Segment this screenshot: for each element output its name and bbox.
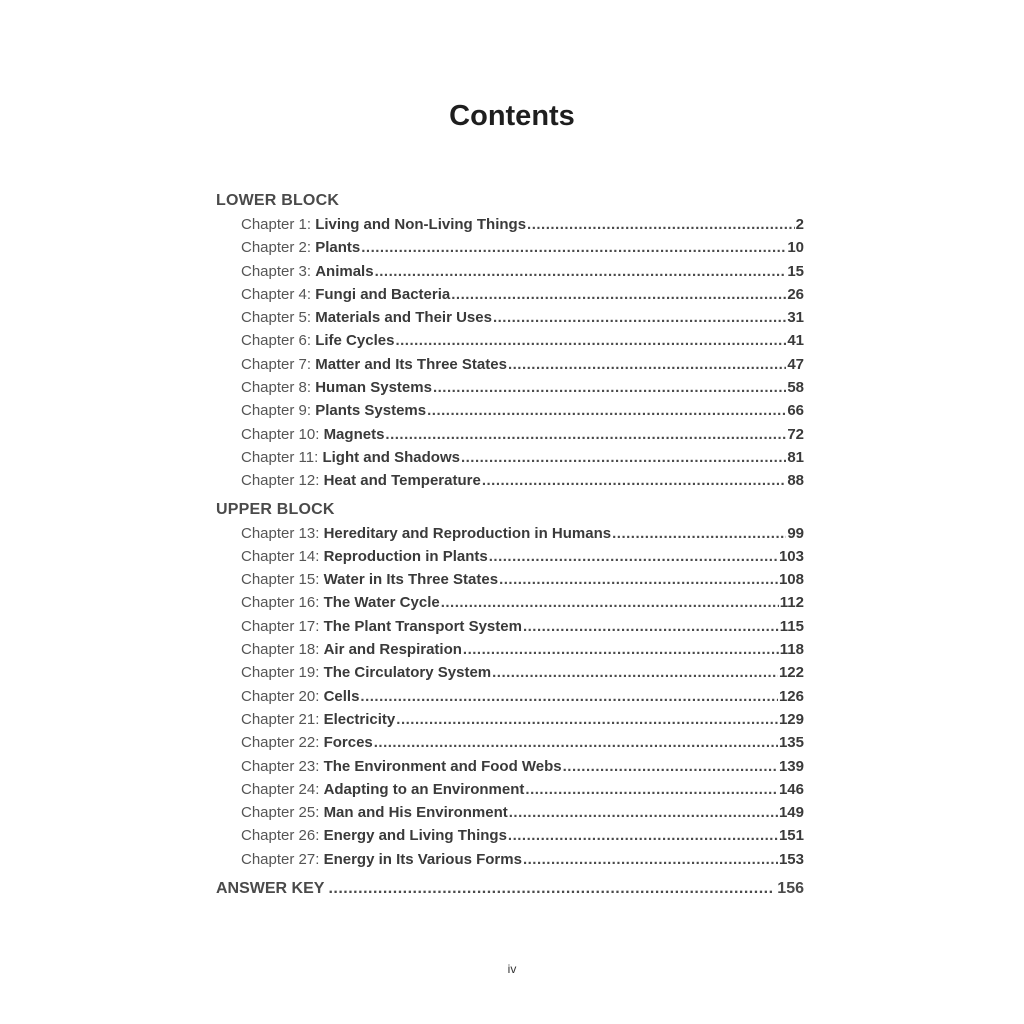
chapter-number: Chapter 5: — [241, 309, 312, 327]
toc-entry[interactable] — [216, 446, 804, 469]
toc-entry[interactable] — [216, 568, 804, 591]
chapter-title: The Circulatory System — [323, 664, 492, 682]
chapter-page-number: 112 — [779, 594, 804, 612]
chapter-page-number: 135 — [778, 734, 804, 752]
dot-leader — [361, 236, 786, 259]
chapter-page-number: 118 — [779, 641, 804, 659]
chapter-number: Chapter 10: — [241, 425, 320, 443]
toc-entry[interactable] — [216, 755, 804, 778]
chapter-number: Chapter 6: — [241, 332, 312, 350]
chapter-title: Adapting to an Environment — [323, 780, 525, 798]
chapter-number: Chapter 12: — [241, 472, 320, 490]
toc-entry[interactable] — [216, 236, 804, 259]
chapter-title: Magnets — [323, 425, 385, 443]
chapter-title: Man and His Environment — [323, 804, 508, 822]
dot-leader — [451, 283, 786, 306]
chapter-title: The Water Cycle — [323, 594, 440, 612]
chapter-page-number: 153 — [778, 850, 804, 868]
chapter-title: Light and Shadows — [322, 448, 460, 466]
chapter-title: Plants — [315, 239, 361, 257]
answer-key-entry[interactable] — [216, 876, 804, 901]
dot-leader — [525, 778, 778, 801]
toc-entry[interactable] — [216, 638, 804, 661]
chapter-number: Chapter 3: — [241, 262, 312, 280]
chapter-title: Heat and Temperature — [323, 472, 481, 490]
chapter-page-number: 108 — [778, 571, 804, 589]
chapter-number: Chapter 16: — [241, 594, 320, 612]
chapter-title: Life Cycles — [315, 332, 395, 350]
dot-leader — [523, 848, 778, 871]
dot-leader — [612, 522, 786, 545]
chapter-page-number: 26 — [787, 285, 804, 303]
chapter-number: Chapter 11: — [241, 448, 319, 466]
chapter-title: Materials and Their Uses — [315, 309, 492, 327]
dot-leader — [482, 469, 786, 492]
dot-leader — [463, 638, 779, 661]
lower-block-heading: LOWER BLOCK — [216, 192, 340, 209]
dot-leader — [395, 329, 786, 352]
chapter-number: Chapter 23: — [241, 757, 320, 775]
dot-leader — [508, 824, 778, 847]
chapter-title: Cells — [323, 687, 360, 705]
toc-entry[interactable] — [216, 283, 804, 306]
toc-entry[interactable] — [216, 731, 804, 754]
chapter-title: The Plant Transport System — [323, 617, 522, 635]
chapter-title: Energy and Living Things — [323, 827, 507, 845]
toc-entry[interactable] — [216, 213, 804, 236]
chapter-number: Chapter 24: — [241, 780, 320, 798]
chapter-page-number: 58 — [787, 379, 804, 397]
page-title: Contents — [449, 100, 575, 132]
dot-leader — [375, 260, 787, 283]
toc-entry[interactable] — [216, 260, 804, 283]
chapter-title: Reproduction in Plants — [323, 547, 488, 565]
chapter-page-number: 129 — [778, 710, 804, 728]
chapter-title: Plants Systems — [315, 402, 427, 420]
chapter-number: Chapter 7: — [241, 355, 312, 373]
chapter-title: The Environment and Food Webs — [323, 757, 562, 775]
dot-leader — [527, 213, 795, 236]
chapter-number: Chapter 21: — [241, 710, 320, 728]
chapter-page-number: 99 — [787, 524, 804, 542]
toc-entry[interactable] — [216, 685, 804, 708]
chapter-number: Chapter 1: — [241, 216, 312, 233]
dot-leader — [492, 661, 778, 684]
chapter-number: Chapter 22: — [241, 734, 320, 752]
toc-entry[interactable] — [216, 353, 804, 376]
chapter-page-number: 103 — [778, 547, 804, 565]
chapter-number: Chapter 15: — [241, 571, 320, 589]
toc-entry[interactable] — [216, 824, 804, 847]
upper-block-chapter-list — [216, 522, 804, 871]
chapter-title: Air and Respiration — [323, 641, 462, 659]
chapter-number: Chapter 20: — [241, 687, 320, 705]
dot-leader — [489, 545, 778, 568]
chapter-page-number: 81 — [787, 448, 804, 466]
toc-entry[interactable] — [216, 545, 804, 568]
chapter-title: Water in Its Three States — [323, 571, 499, 589]
chapter-number: Chapter 25: — [241, 804, 320, 822]
toc-entry[interactable] — [216, 376, 804, 399]
chapter-number: Chapter 4: — [241, 285, 312, 303]
dot-leader — [509, 801, 778, 824]
chapter-number: Chapter 14: — [241, 547, 320, 565]
chapter-number: Chapter 19: — [241, 664, 320, 682]
chapter-page-number: 122 — [778, 664, 804, 682]
chapter-number: Chapter 9: — [241, 402, 312, 420]
dot-leader — [493, 306, 786, 329]
dot-leader — [328, 876, 773, 901]
toc-entry[interactable] — [216, 329, 804, 352]
toc-entry[interactable] — [216, 469, 804, 492]
dot-leader — [427, 399, 786, 422]
chapter-page-number: 66 — [787, 402, 804, 420]
dot-leader — [396, 708, 778, 731]
toc-entry[interactable] — [216, 708, 804, 731]
dot-leader — [360, 685, 778, 708]
answer-key-page: 156 — [777, 880, 804, 898]
toc-entry[interactable] — [216, 423, 804, 446]
table-of-contents — [216, 188, 804, 901]
chapter-page-number: 151 — [778, 827, 804, 845]
dot-leader — [461, 446, 786, 469]
chapter-title: Energy in Its Various Forms — [323, 850, 522, 868]
chapter-page-number: 115 — [779, 617, 804, 635]
dot-leader — [508, 353, 786, 376]
chapter-page-number: 149 — [778, 804, 804, 822]
chapter-page-number: 72 — [787, 425, 804, 443]
toc-entry[interactable] — [216, 661, 804, 684]
toc-entry[interactable] — [216, 399, 804, 422]
chapter-number: Chapter 2: — [241, 239, 312, 257]
chapter-page-number: 146 — [778, 780, 804, 798]
dot-leader — [441, 591, 779, 614]
upper-block-heading: UPPER BLOCK — [216, 500, 335, 518]
page-number: iv — [507, 962, 517, 976]
chapter-page-number: 88 — [787, 472, 804, 490]
toc-entry[interactable] — [216, 801, 804, 824]
chapter-number: Chapter 27: — [241, 850, 320, 868]
chapter-page-number: 47 — [787, 355, 804, 373]
chapter-page-number: 126 — [778, 687, 804, 705]
chapter-page-number: 41 — [787, 332, 804, 350]
chapter-page-number: 2 — [795, 216, 804, 233]
toc-entry[interactable] — [216, 778, 804, 801]
dot-leader — [374, 731, 778, 754]
chapter-page-number: 139 — [778, 757, 804, 775]
dot-leader — [563, 755, 778, 778]
dot-leader — [499, 568, 778, 591]
toc-entry[interactable] — [216, 522, 804, 545]
dot-leader — [433, 376, 786, 399]
toc-entry[interactable] — [216, 591, 804, 614]
chapter-title: Animals — [315, 262, 374, 280]
chapter-number: Chapter 8: — [241, 379, 312, 397]
answer-key-label: ANSWER KEY — [216, 880, 325, 898]
chapter-number: Chapter 17: — [241, 617, 320, 635]
chapter-title: Hereditary and Reproduction in Humans — [323, 524, 612, 542]
chapter-number: Chapter 18: — [241, 641, 320, 659]
toc-entry[interactable] — [216, 615, 804, 638]
chapter-title: Fungi and Bacteria — [315, 285, 451, 303]
chapter-title: Electricity — [323, 710, 396, 728]
chapter-number: Chapter 13: — [241, 524, 320, 542]
dot-leader — [385, 423, 786, 446]
chapter-title: Forces — [323, 734, 373, 752]
chapter-title: Living and Non-Living Things — [315, 216, 527, 233]
lower-block-chapter-list — [216, 213, 804, 493]
chapter-number: Chapter 26: — [241, 827, 320, 845]
chapter-page-number: 31 — [787, 309, 804, 327]
chapter-page-number: 15 — [787, 262, 804, 280]
dot-leader — [523, 615, 779, 638]
toc-entry[interactable] — [216, 848, 804, 871]
chapter-title: Human Systems — [315, 379, 432, 397]
toc-entry[interactable] — [216, 306, 804, 329]
chapter-page-number: 10 — [787, 239, 804, 257]
chapter-title: Matter and Its Three States — [315, 355, 507, 373]
